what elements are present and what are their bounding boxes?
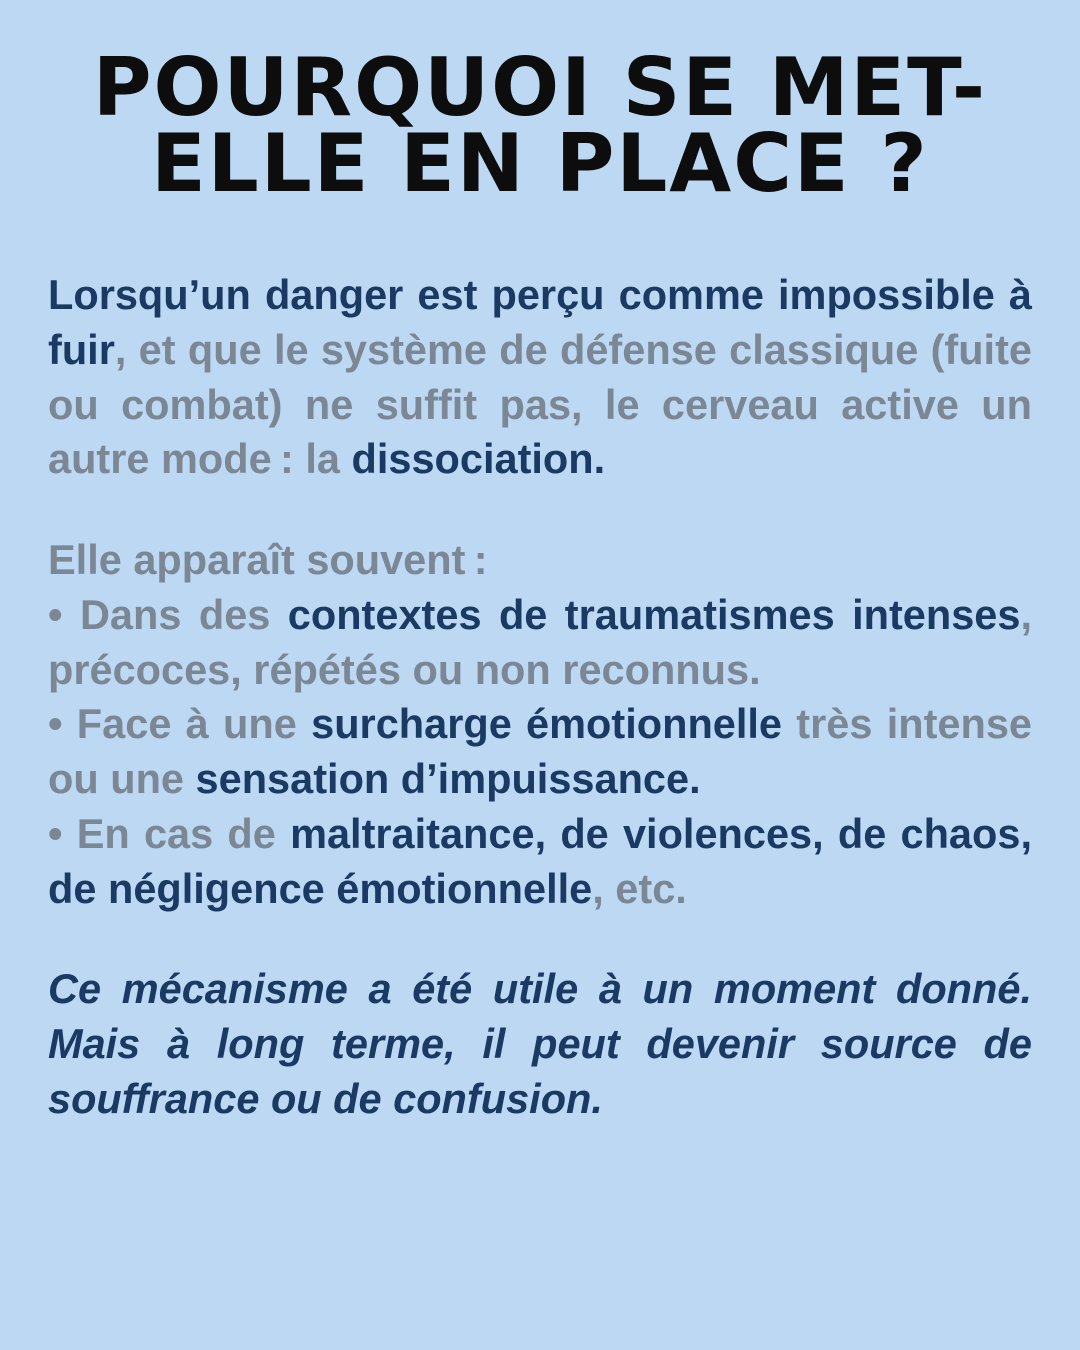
list-item-emphasis-3: chaos <box>900 809 1021 857</box>
list-item-sep-1: , de <box>534 809 623 857</box>
list-item-emphasis-2: sensation d’impuissance <box>195 755 690 803</box>
paragraph-intro-emphasis-1: Lorsqu’un danger est perçu comme impossible à fuir <box>48 271 1032 373</box>
list-item-text-end: , etc. <box>592 864 687 912</box>
list-item <box>48 588 1032 698</box>
list-item-sep-3: , de <box>48 809 1032 912</box>
list-item-text-2: très intense ou une <box>48 700 1032 803</box>
spacer-1 <box>48 487 1032 533</box>
list-intro-line: Elle apparaît souvent : <box>48 536 488 584</box>
body-content <box>48 268 1032 1127</box>
bullet-marker-icon: • <box>48 590 63 638</box>
page-title <box>58 41 1022 210</box>
list-item-sep-2: , de <box>812 809 901 857</box>
list-item-period: . <box>689 755 701 803</box>
bullet-marker-icon: • <box>48 809 63 857</box>
paragraph-intro <box>48 268 1032 487</box>
paragraph-intro-text-1: , et que le système de défense classique (fuite ou combat) ne suffit pas, le cerveau active un autre mode : la <box>48 325 1032 483</box>
list-item-emphasis-1: surcharge émotionnelle <box>311 700 783 748</box>
list-item-text-2: , précoces, répétés ou non reconnus. <box>48 590 1032 693</box>
page-title-line-2: ELLE EN PLACE ? <box>151 117 929 210</box>
list-item-emphasis-2: violences <box>622 809 813 857</box>
spacer-2 <box>48 916 1032 962</box>
list-item-emphasis-1: maltraitance <box>290 809 535 857</box>
list-item <box>48 697 1032 807</box>
bullet-marker-icon: • <box>48 700 63 748</box>
list-item <box>48 807 1032 917</box>
list-item-text-1: Face à une <box>62 700 312 748</box>
list-item-emphasis-1: contextes de traumatismes intenses <box>287 590 1021 638</box>
list-item-text-1: Dans des <box>62 590 288 638</box>
closing-statement: Ce mécanisme a été utile à un moment donné. Mais à long terme, il peut devenir source de souffrance ou de confusion. <box>48 965 1032 1122</box>
list-item-text-1: En cas de <box>62 809 291 857</box>
list-item-emphasis-4: négligence émotionnelle <box>107 864 593 912</box>
paragraph-intro-period: . <box>593 435 606 483</box>
paragraph-intro-emphasis-2: dissociation <box>351 435 594 483</box>
page-title-line-1: POURQUOI SE MET- <box>92 41 988 134</box>
